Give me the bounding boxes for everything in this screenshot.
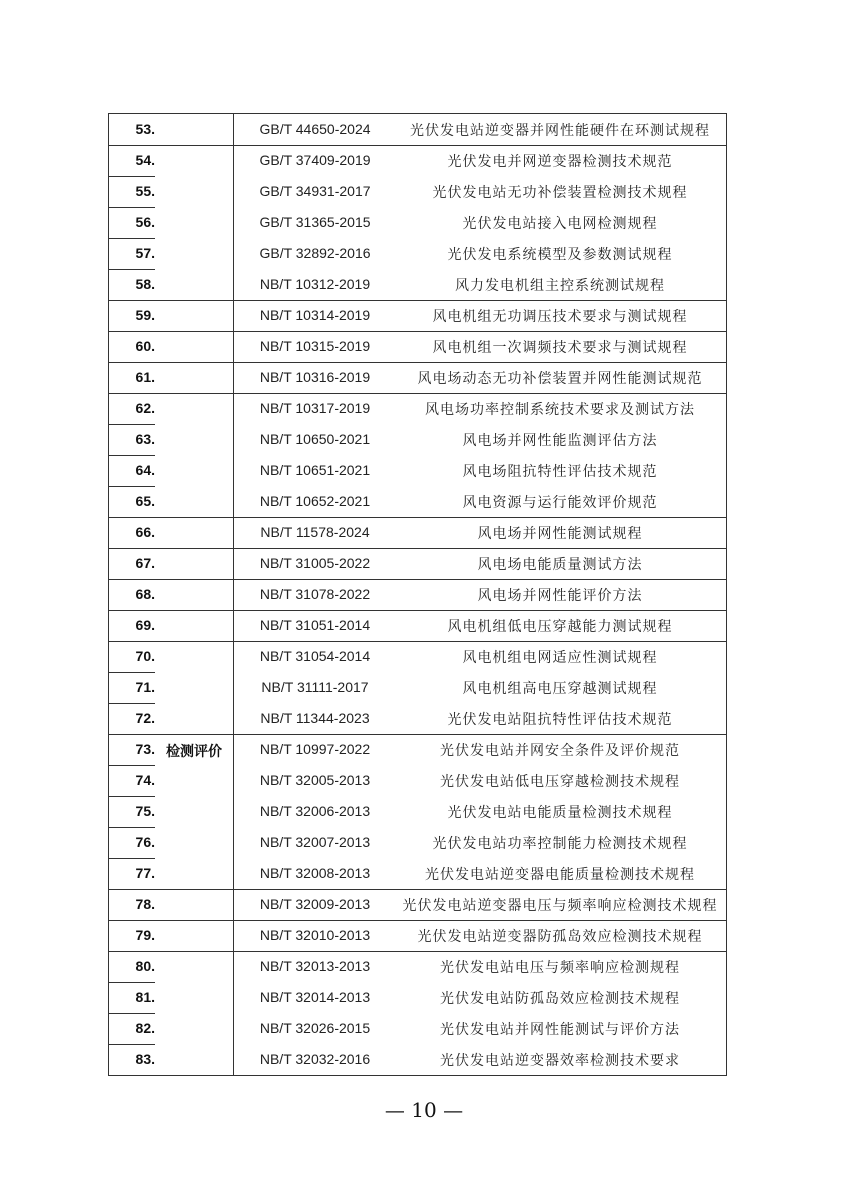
standard-name: 光伏发电站电压与频率响应检测规程 xyxy=(440,960,680,976)
standard-code: NB/T 32006-2013 xyxy=(259,803,371,819)
row-number: 57. xyxy=(135,245,155,261)
table-row xyxy=(109,269,726,300)
standard-code: NB/T 32032-2016 xyxy=(259,1051,371,1067)
standard-code: NB/T 31054-2014 xyxy=(259,648,371,664)
table-row xyxy=(109,858,726,889)
row-number: 80. xyxy=(135,958,155,974)
row-number: 56. xyxy=(135,214,155,230)
standard-code: NB/T 32005-2013 xyxy=(259,772,371,788)
row-number: 58. xyxy=(135,276,155,292)
table-row xyxy=(109,300,726,331)
table-row xyxy=(109,238,726,269)
standard-name: 风电场电能质量测试方法 xyxy=(477,557,643,573)
row-number: 83. xyxy=(135,1051,155,1067)
standard-code: NB/T 31005-2022 xyxy=(259,555,371,571)
standard-code: NB/T 10314-2019 xyxy=(259,307,371,323)
standard-code: NB/T 10317-2019 xyxy=(259,400,371,416)
standard-name: 光伏发电站并网安全条件及评价规范 xyxy=(440,743,680,759)
standard-name: 光伏发电站接入电网检测规程 xyxy=(462,216,658,232)
standard-name: 风电场并网性能评价方法 xyxy=(477,588,643,604)
row-number: 63. xyxy=(135,431,155,447)
row-number: 68. xyxy=(135,586,155,602)
standard-code: NB/T 11578-2024 xyxy=(260,524,370,540)
standard-name: 风电场功率控制系统技术要求及测试方法 xyxy=(425,402,695,418)
row-number: 75. xyxy=(135,803,155,819)
standard-name: 风电机组一次调频技术要求与测试规程 xyxy=(432,340,688,356)
table-row xyxy=(109,114,726,145)
table-row xyxy=(109,393,726,424)
standard-code: NB/T 10650-2021 xyxy=(259,431,371,447)
table-row xyxy=(109,889,726,920)
table-row xyxy=(109,765,726,796)
table-row xyxy=(109,362,726,393)
standard-code: NB/T 32013-2013 xyxy=(259,958,371,974)
standard-name: 风电机组无功调压技术要求与测试规程 xyxy=(432,309,688,325)
standard-code: NB/T 10312-2019 xyxy=(259,276,371,292)
standard-code: NB/T 10651-2021 xyxy=(259,462,371,478)
row-number: 60. xyxy=(135,338,155,354)
row-number: 62. xyxy=(135,400,155,416)
row-number: 64. xyxy=(135,462,155,478)
table-row xyxy=(109,207,726,238)
row-number: 81. xyxy=(135,989,155,1005)
category-cell: 检测评价 xyxy=(166,744,222,760)
table-row xyxy=(109,796,726,827)
standard-code: GB/T 44650-2024 xyxy=(259,121,371,137)
row-number: 76. xyxy=(135,834,155,850)
table-row xyxy=(109,920,726,951)
row-number: 82. xyxy=(135,1020,155,1036)
standard-code: GB/T 32892-2016 xyxy=(259,245,371,261)
standard-code: NB/T 32014-2013 xyxy=(259,989,371,1005)
table-row xyxy=(109,145,726,176)
row-number: 73. xyxy=(135,741,155,757)
table-row xyxy=(109,331,726,362)
page-number: — 10 — xyxy=(384,1098,464,1122)
table-row xyxy=(109,641,726,672)
row-number: 55. xyxy=(135,183,155,199)
table-row xyxy=(109,827,726,858)
table-row xyxy=(109,176,726,207)
table-row xyxy=(109,424,726,455)
table-row xyxy=(109,517,726,548)
row-number: 61. xyxy=(135,369,155,385)
row-number: 65. xyxy=(135,493,155,509)
standard-code: NB/T 32010-2013 xyxy=(259,927,371,943)
row-number: 53. xyxy=(135,121,155,137)
standard-name: 光伏发电站无功补偿装置检测技术规程 xyxy=(432,185,688,201)
standard-code: NB/T 10316-2019 xyxy=(259,369,371,385)
row-number: 71. xyxy=(135,679,155,695)
row-number: 67. xyxy=(135,555,155,571)
standard-code: GB/T 37409-2019 xyxy=(259,152,371,168)
standard-code: GB/T 34931-2017 xyxy=(259,183,371,199)
standard-name: 风电资源与运行能效评价规范 xyxy=(462,495,658,511)
row-number: 72. xyxy=(135,710,155,726)
row-number: 66. xyxy=(135,524,155,540)
standard-code: NB/T 32007-2013 xyxy=(259,834,371,850)
standard-name: 风电机组低电压穿越能力测试规程 xyxy=(447,619,673,635)
table-row xyxy=(109,1013,726,1044)
standard-name: 风电场阻抗特性评估技术规范 xyxy=(462,464,658,480)
standard-name: 光伏发电并网逆变器检测技术规范 xyxy=(447,154,673,170)
standard-name: 风电机组高电压穿越测试规程 xyxy=(462,681,658,697)
table-row xyxy=(109,486,726,517)
standard-code: NB/T 31078-2022 xyxy=(259,586,371,602)
row-number: 78. xyxy=(135,896,155,912)
standard-name: 光伏发电站逆变器效率检测技术要求 xyxy=(440,1053,680,1069)
standard-name: 风力发电机组主控系统测试规程 xyxy=(455,278,665,294)
table-row xyxy=(109,548,726,579)
table-row xyxy=(109,951,726,982)
standard-name: 光伏发电站阻抗特性评估技术规范 xyxy=(447,712,673,728)
standard-code: NB/T 10997-2022 xyxy=(259,741,371,757)
standards-table xyxy=(108,113,727,1076)
standard-name: 光伏发电站低电压穿越检测技术规程 xyxy=(440,774,680,790)
row-number: 59. xyxy=(135,307,155,323)
standard-code: NB/T 11344-2023 xyxy=(260,710,370,726)
row-number: 74. xyxy=(135,772,155,788)
standard-name: 光伏发电站逆变器电压与频率响应检测技术规程 xyxy=(402,898,718,914)
table-row xyxy=(109,579,726,610)
row-number: 54. xyxy=(135,152,155,168)
standard-name: 光伏发电系统模型及参数测试规程 xyxy=(447,247,673,263)
standard-name: 光伏发电站逆变器电能质量检测技术规程 xyxy=(425,867,695,883)
table-row xyxy=(109,672,726,703)
standard-code: NB/T 31111-2017 xyxy=(261,679,369,695)
standard-name: 风电机组电网适应性测试规程 xyxy=(462,650,658,666)
standard-code: NB/T 32009-2013 xyxy=(259,896,371,912)
row-number: 77. xyxy=(135,865,155,881)
table-row xyxy=(109,703,726,734)
table-row xyxy=(109,982,726,1013)
standard-name: 光伏发电站防孤岛效应检测技术规程 xyxy=(440,991,680,1007)
table-row xyxy=(109,1044,726,1075)
standard-name: 光伏发电站逆变器防孤岛效应检测技术规程 xyxy=(417,929,703,945)
standard-name: 风电场并网性能测试规程 xyxy=(477,526,643,542)
standard-name: 光伏发电站逆变器并网性能硬件在环测试规程 xyxy=(410,123,710,139)
standard-name: 风电场动态无功补偿装置并网性能测试规范 xyxy=(417,371,703,387)
row-number: 69. xyxy=(135,617,155,633)
standard-name: 光伏发电站并网性能测试与评价方法 xyxy=(440,1022,680,1038)
row-number: 79. xyxy=(135,927,155,943)
standard-code: NB/T 32008-2013 xyxy=(259,865,371,881)
standard-code: GB/T 31365-2015 xyxy=(259,214,371,230)
standard-code: NB/T 31051-2014 xyxy=(259,617,371,633)
row-number: 70. xyxy=(135,648,155,664)
table-row xyxy=(109,455,726,486)
standard-code: NB/T 10315-2019 xyxy=(259,338,371,354)
table-row xyxy=(109,734,726,765)
table-row xyxy=(109,610,726,641)
standard-name: 光伏发电站电能质量检测技术规程 xyxy=(447,805,673,821)
standard-name: 风电场并网性能监测评估方法 xyxy=(462,433,658,449)
standard-name: 光伏发电站功率控制能力检测技术规程 xyxy=(432,836,688,852)
standard-code: NB/T 10652-2021 xyxy=(259,493,371,509)
standard-code: NB/T 32026-2015 xyxy=(259,1020,371,1036)
